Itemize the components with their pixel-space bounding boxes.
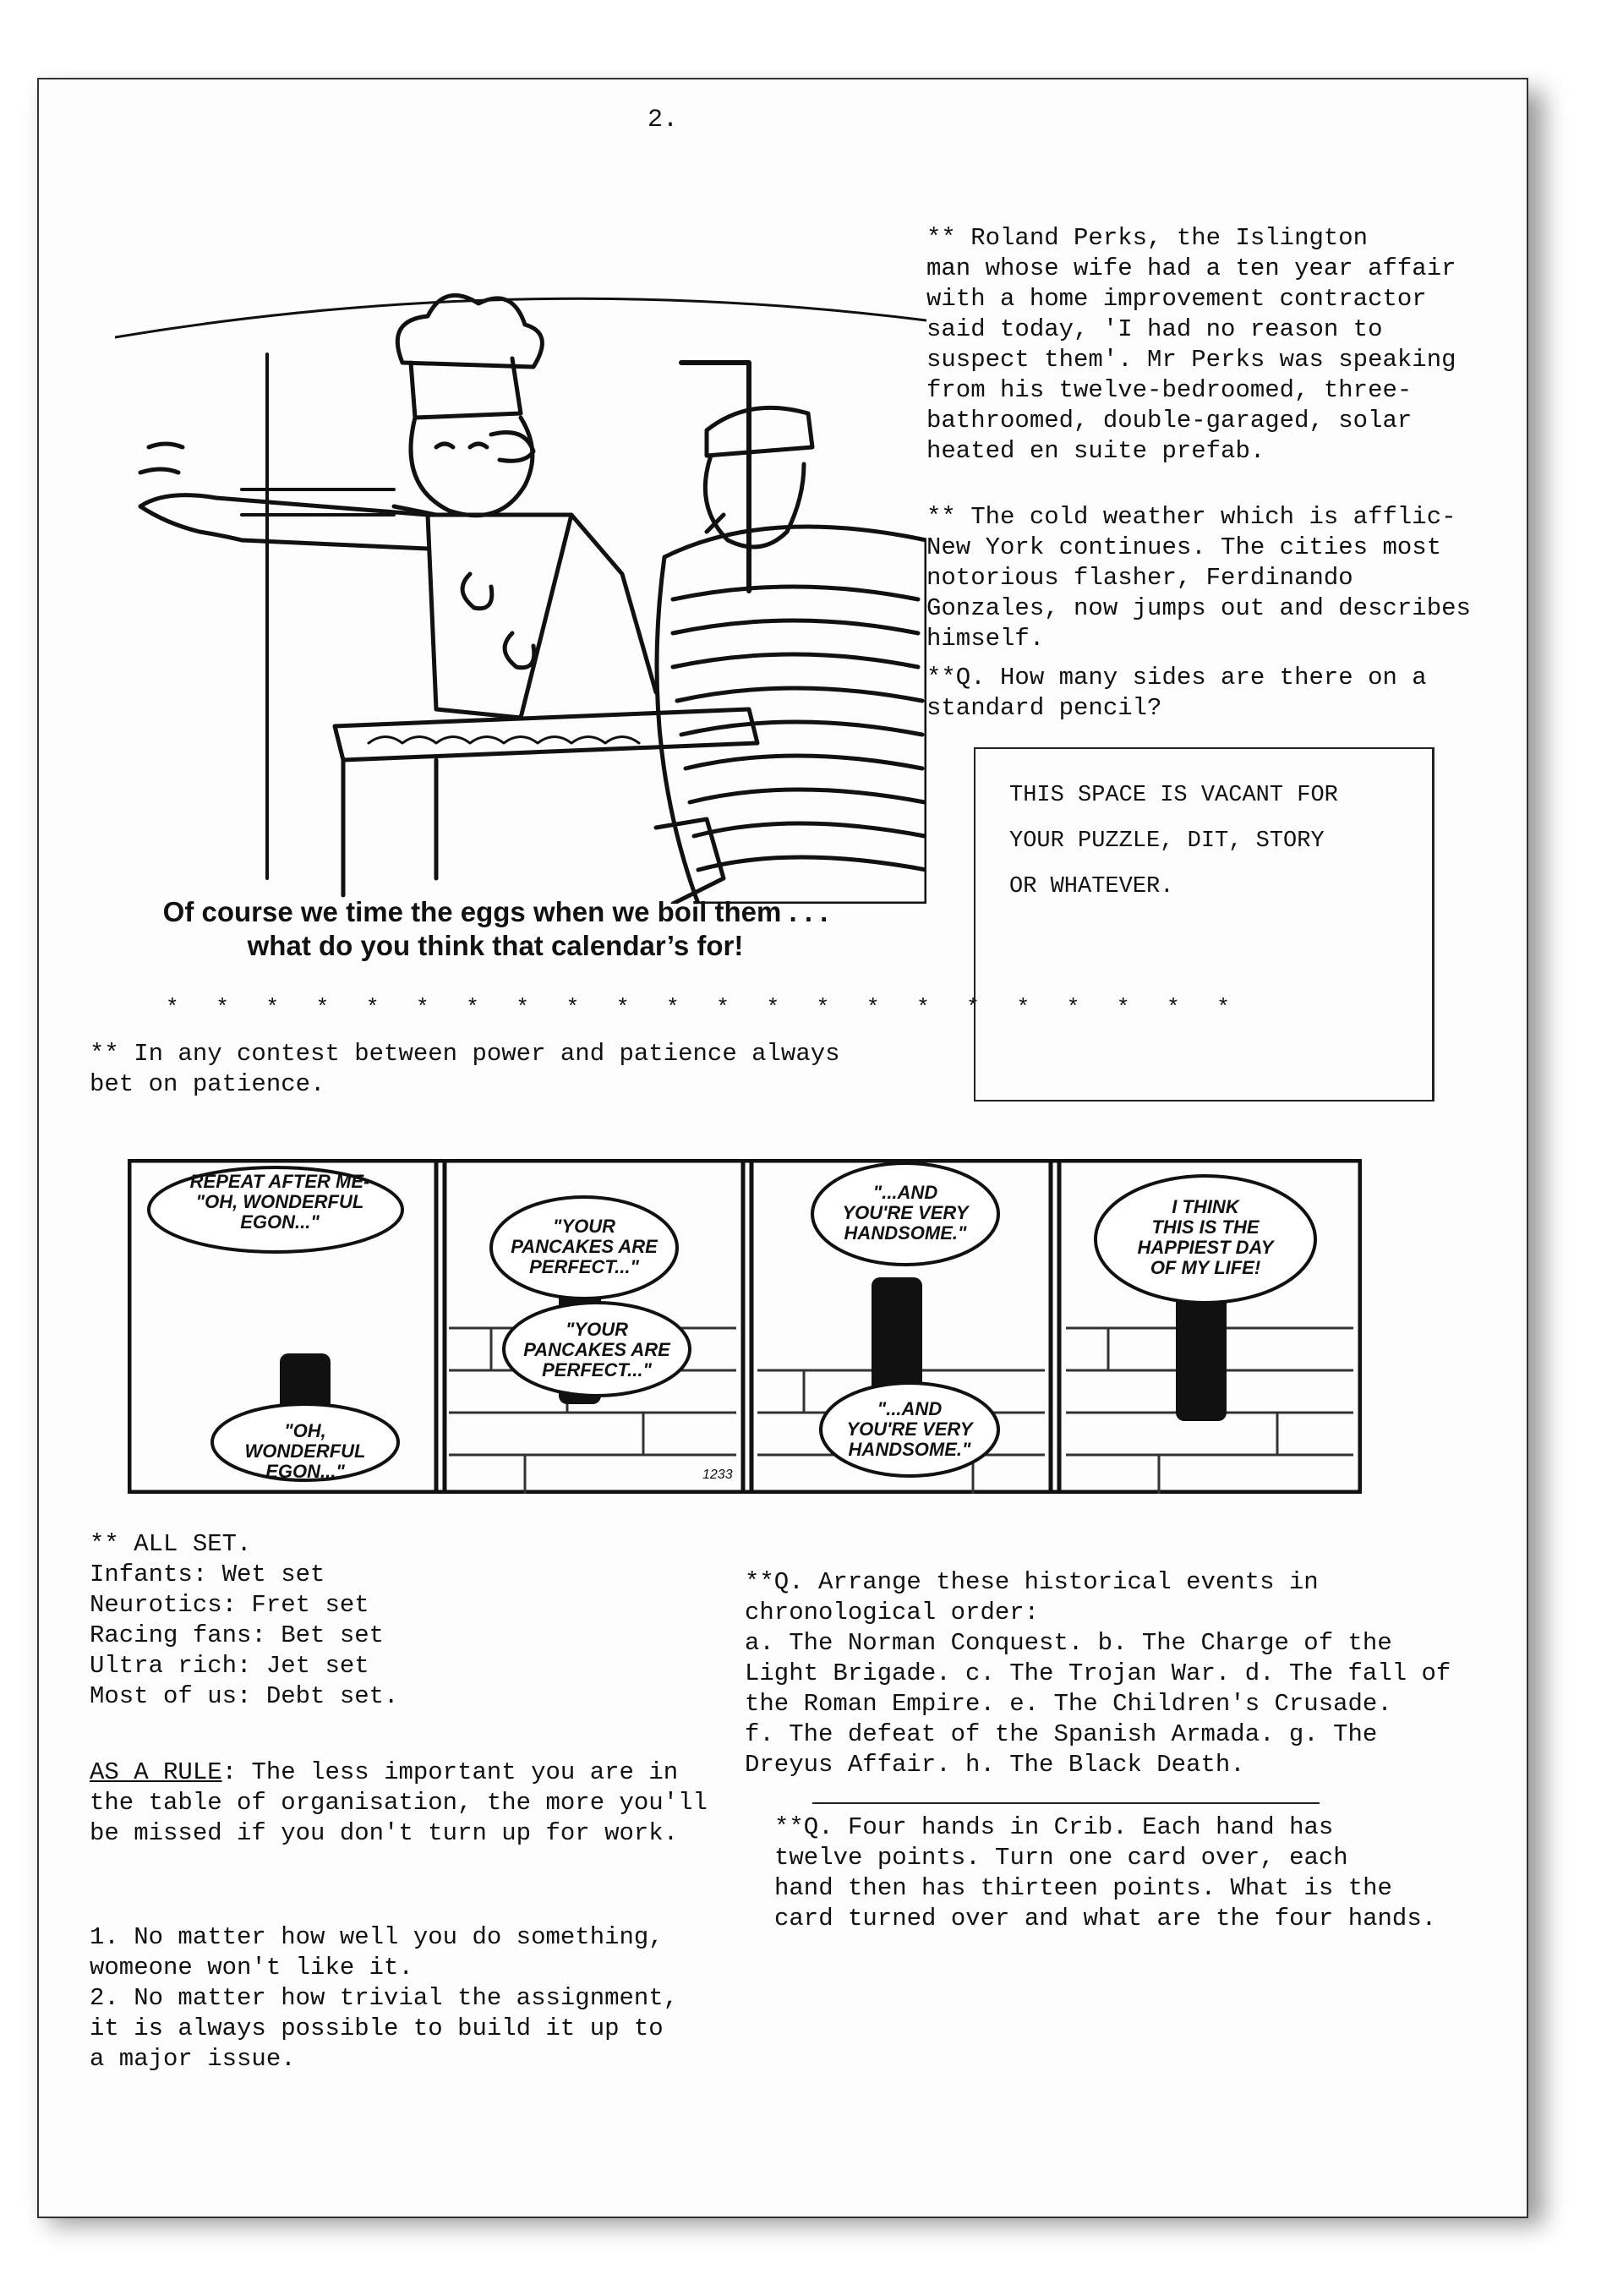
chef-cartoon-illustration: [115, 236, 926, 904]
cartoon-caption: Of course we time the eggs when we boil them . . . what do you think that calendar’s for!: [162, 896, 828, 961]
strip-code: 1233: [702, 1468, 733, 1482]
weather-item: ** The cold weather which is afflic- New York continues. The cities most notorious flasher, Ferdinando Gonzales, now jumps out and describes himself.: [926, 503, 1471, 653]
all-set-list: ** ALL SET. Infants: Wet set Neurotics: Fret set Racing fans: Bet set Ultra rich: Jet set Most of us: Debt set.: [90, 1530, 399, 1710]
vacant-space-box: [974, 747, 1434, 1102]
as-a-rule-label: AS A RULE: [90, 1758, 222, 1786]
rules-list: 1. No matter how well you do something, womeone won't like it. 2. No matter how trivial the assignment, it is always possible to build it up to a major issue.: [90, 1923, 679, 2073]
newsletter-page: [37, 78, 1528, 2218]
history-question: **Q. Arrange these historical events in chronological order: a. The Norman Conquest. b. The Charge of the Light Brigade. c. The Trojan War. d. The fall of the Roman Empire. e. The Children's Crusade. f. The defeat of the Spanish Armada. g. The Dreyus Affair. h. The Black Death.: [745, 1568, 1451, 1779]
vacant-space-text: THIS SPACE IS VACANT FOR YOUR PUZZLE, DIT, STORY OR WHATEVER.: [1009, 783, 1338, 899]
panel2-balloon-bottom: "YOUR PANCAKES ARE PERFECT...": [523, 1319, 670, 1380]
panel1-balloon-bottom: "OH, WONDERFUL EGON...": [244, 1420, 366, 1482]
panel1-balloon-top: REPEAT AFTER ME- "OH, WONDERFUL EGON...": [189, 1171, 370, 1233]
panel3-balloon-top: "...AND YOU'RE VERY HANDSOME.": [842, 1182, 969, 1244]
patience-item: ** In any contest between power and patience always bet on patience.: [90, 1040, 840, 1098]
as-a-rule-item: [90, 1758, 708, 1849]
pencil-question: **Q. How many sides are there on a standard pencil?: [926, 664, 1427, 722]
page-number: 2.: [648, 106, 679, 134]
history-divider: [812, 1802, 1320, 1804]
comic-strip: [128, 1159, 1362, 1494]
panel3-balloon-bottom: "...AND YOU'RE VERY HANDSOME.": [846, 1398, 973, 1460]
stars-divider: * * * * * * * * * * * * * * * * * * * * * *: [166, 995, 1242, 1020]
perks-item: ** Roland Perks, the Islington man whose wife had a ten year affair with a home improvement contractor said today, 'I had no reason to suspect them'. Mr Perks was speaking from his twelve-bedroomed, three- bathroomed, double-garaged, solar heated en suite prefab.: [926, 224, 1456, 465]
crib-question: **Q. Four hands in Crib. Each hand has twelve points. Turn one card over, each hand then has thirteen points. What is the card turned over and what are the four hands.: [774, 1813, 1437, 1932]
panel4-balloon: I THINK THIS IS THE HAPPIEST DAY OF MY LIFE!: [1137, 1196, 1274, 1278]
as-a-rule-text: : The less important you are in the table of organisation, the more you'll be missed if you don't turn up for work.: [90, 1758, 708, 1847]
panel2-balloon-top: "YOUR PANCAKES ARE PERFECT...": [511, 1216, 658, 1277]
